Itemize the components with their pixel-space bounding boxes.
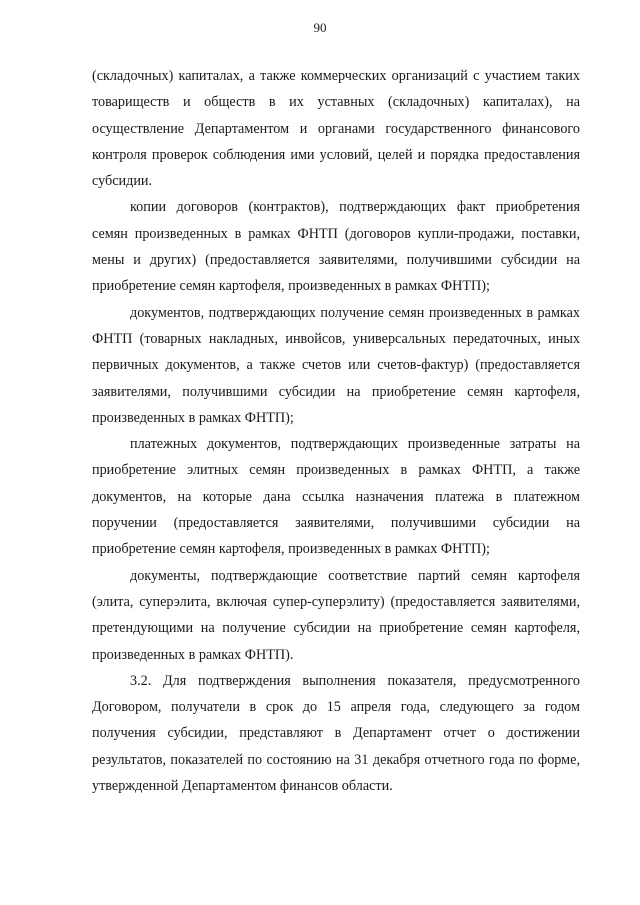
page-number: 90	[313, 20, 327, 35]
paragraph-payment-documents: платежных документов, подтверждающих произведенные затраты на приобретение элитных семян произведенных в рамках ФНТП, а также документов, на которые дана ссылка назначения платежа в платежном поручении (предоставляется заявителями, получившими субсидии на приобретение семян картофеля, произведенных в рамках ФНТП);	[92, 436, 580, 558]
paragraph-receipt-documents: документов, подтверждающих получение семян произведенных в рамках ФНТП (товарных накладных, инвойсов, универсальных передаточных, иных первичных документов, а также счетов или счетов-фактур) (предоставляется заявителями, получившими субсидии на приобретение семян картофеля, произведенных в рамках ФНТП);	[92, 304, 580, 426]
paragraph-conformity-documents: документы, подтверждающие соответствие партий семян картофеля (элита, суперэлита, включая супер-суперэлиту) (предоставляется заявителями, претендующими на получение субсидии на приобретение семян картофеля, произведенных в рамках ФНТП).	[92, 567, 580, 663]
paragraph-section-3-2: 3.2. Для подтверждения выполнения показателя, предусмотренного Договором, получатели в срок до 15 апреля года, следующего за годом получения субсидии, представляют в Департамент отчет о достижении результатов, показателей по состоянию на 31 декабря отчетного года по форме, утвержденной Департаментом финансов области.	[92, 672, 580, 795]
paragraph-contract-copies: копии договоров (контрактов), подтверждающих факт приобретения семян произведенных в рамках ФНТП (договоров купли-продажи, поставки, мены и других) (предоставляется заявителями, получившими субсидии на приобретение семян картофеля, произведенных в рамках ФНТП);	[92, 199, 580, 295]
document-body	[92, 63, 580, 799]
paragraph-continuation: (складочных) капиталах, а также коммерческих организаций с участием таких товариществ и обществ в их уставных (складочных) капиталах), на осуществление Департаментом и органами государственного финансового контроля проверок соблюдения ими условий, целей и порядка предоставления субсидии.	[92, 68, 580, 190]
